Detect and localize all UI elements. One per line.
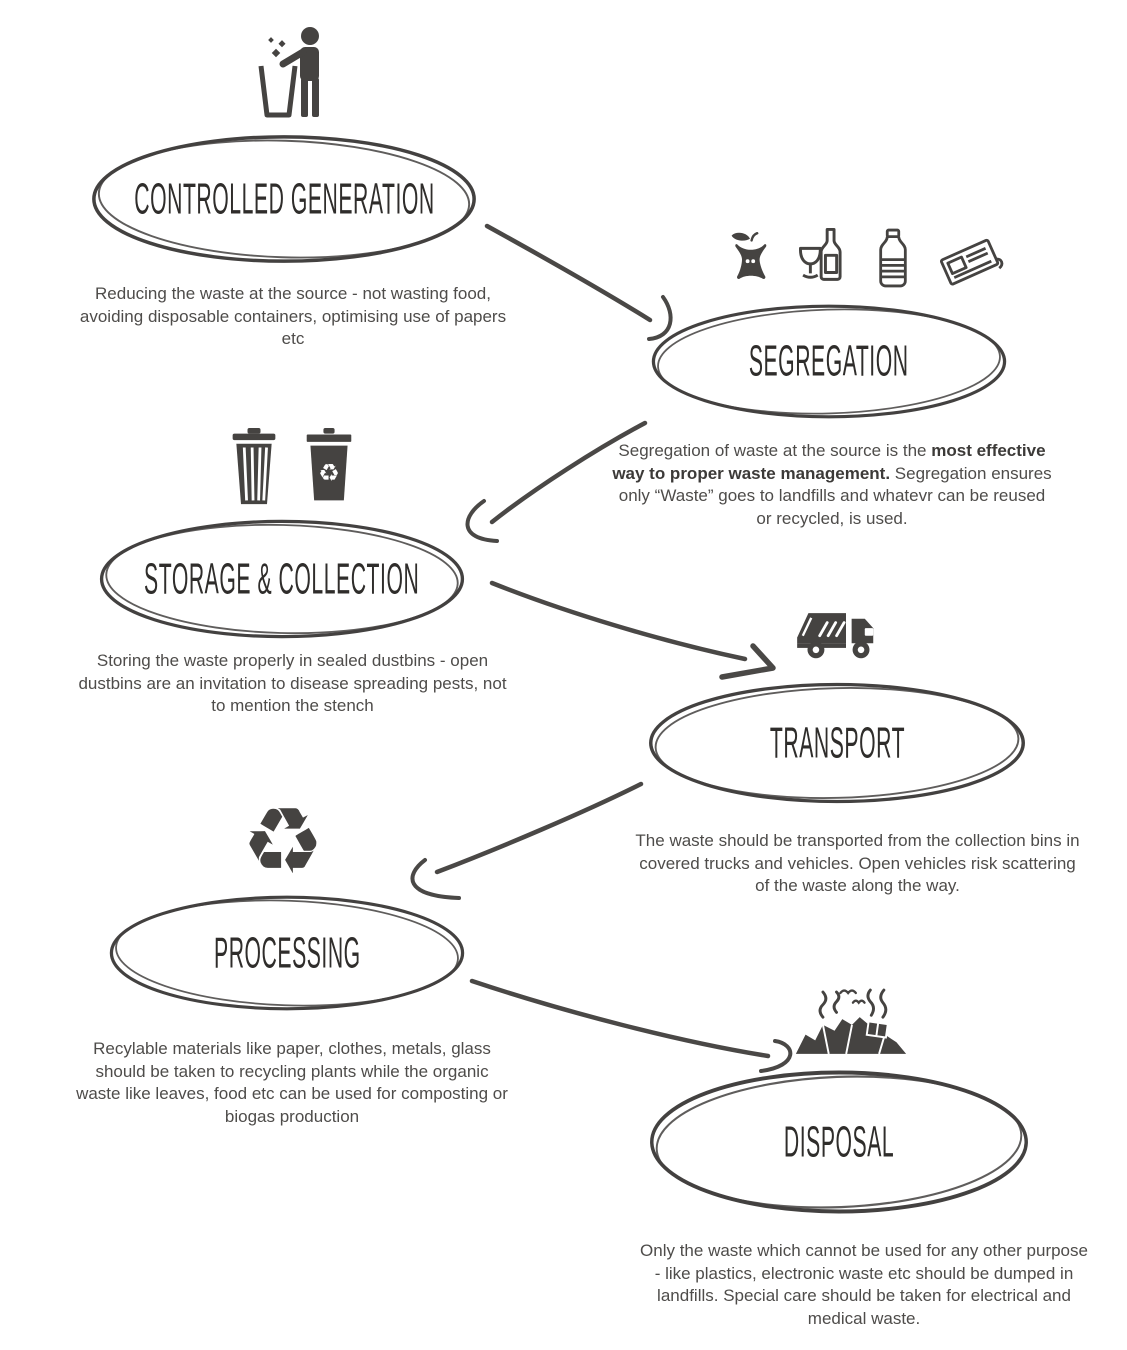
segregation-desc-text: Segregation of waste at the source is the [618, 441, 932, 460]
segregation-desc-bold-text: most effective way to proper waste management. [612, 441, 1046, 483]
smoking-waste-pile-icon [792, 986, 910, 1058]
arrow-generation-to-segregation [487, 226, 671, 339]
garbage-truck-icon [790, 600, 902, 662]
arrow-transport-to-processing [412, 784, 641, 898]
newspaper-icon [933, 230, 1007, 292]
stage-desc-segregation [612, 440, 1052, 530]
segregation-desc-text-after: Segregation ensures only “Waste” goes to landfills and whatevr can be reused or recycled, is used. [618, 463, 1052, 528]
stage-title-transport: TRANSPORT [769, 718, 905, 767]
stage-node-processing [106, 892, 468, 1014]
storage-icons [230, 428, 354, 506]
stage-desc-controlled-generation: Reducing the waste at the source - not wasting food, avoiding disposable containers, optimising use of papers etc [79, 284, 507, 349]
plastic-bottle-icon [870, 224, 916, 292]
wine-bottle-and-glass-icon [791, 222, 853, 292]
person-throwing-trash-icon [252, 26, 338, 118]
stage-desc-transport: The waste should be transported from the collection bins in covered trucks and vehicles. Open vehicles risk scattering of the waste along the way. [635, 831, 1080, 896]
stage-node-transport [645, 679, 1029, 807]
arrow-processing-to-disposal [472, 981, 790, 1071]
stage-desc-storage-collection: Storing the waste properly in sealed dustbins - open dustbins are an invitation to disease spreading pests, not to mention the stench [78, 651, 507, 716]
stage-title-processing: PROCESSING [213, 928, 361, 977]
stage-desc-disposal: Only the waste which cannot be used for any other purpose - like plastics, electronic waste etc should be dumped in landfills. Special care should be taken for electrical and medical waste. [640, 1241, 1088, 1328]
stage-node-disposal [646, 1066, 1032, 1218]
recycle-symbol-icon: ♻ [241, 788, 325, 895]
stage-title-controlled-generation: CONTROLLED GENERATION [133, 174, 435, 223]
recycle-bin-icon [304, 428, 354, 506]
stage-title-disposal: DISPOSAL [783, 1117, 895, 1166]
stage-title-segregation: SEGREGATION [749, 336, 909, 386]
stage-title-storage-collection: STORAGE & COLLECTION [144, 554, 420, 603]
apple-core-icon [726, 228, 774, 292]
arrow-storage-to-transport [492, 583, 773, 677]
stage-node-segregation [648, 301, 1010, 422]
stage-desc-processing: Recylable materials like paper, clothes, metals, glass should be taken to recycling plants while the organic waste like leaves, food etc can be used for composting or biogas production [76, 1039, 508, 1126]
stage-node-storage-collection [96, 516, 468, 642]
svg-text:♻: ♻ [318, 458, 340, 487]
stage-node-controlled-generation [88, 131, 480, 267]
trash-can-icon [230, 428, 278, 506]
segregation-icons [726, 220, 1007, 292]
